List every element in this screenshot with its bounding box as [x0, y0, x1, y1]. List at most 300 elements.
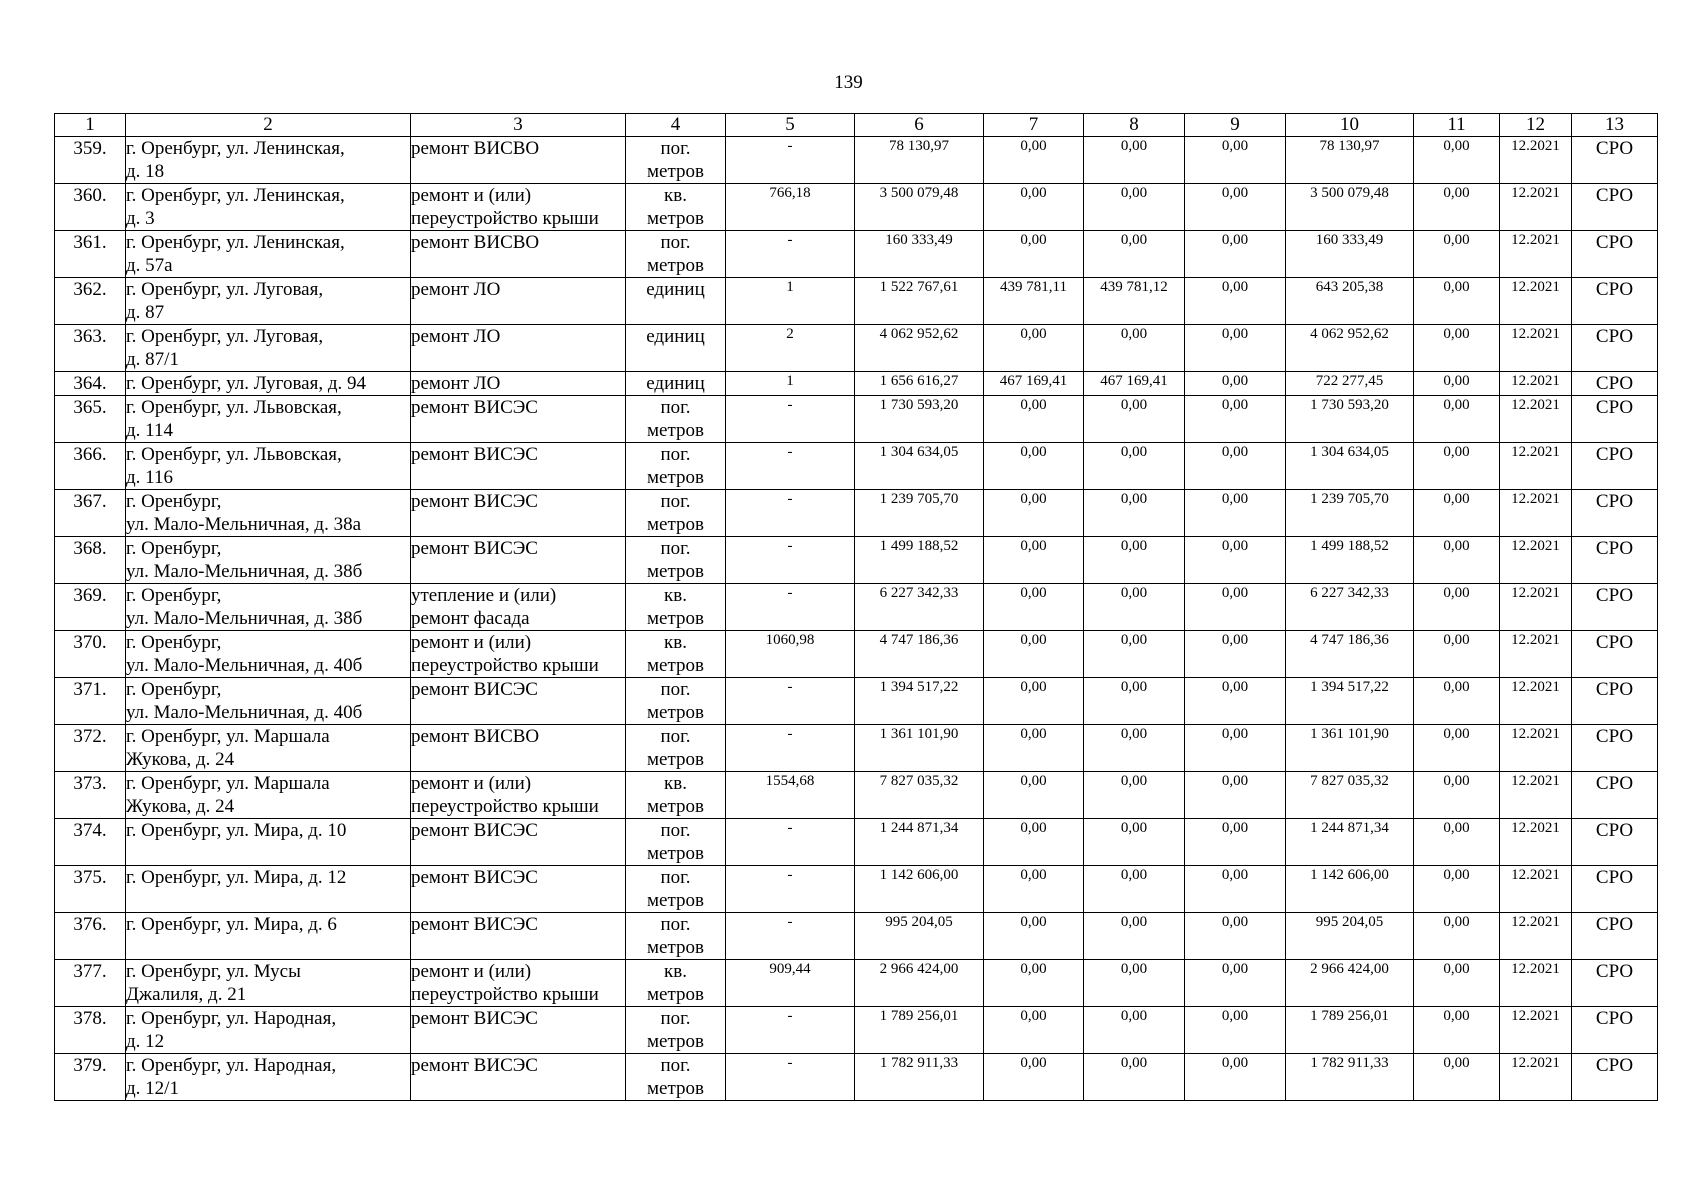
- address-cell: г. Оренбург, ул. Львовская, д. 114: [126, 396, 411, 443]
- cost-cell-col8: 0,00: [1084, 537, 1185, 584]
- cost-cell-col8: 0,00: [1084, 866, 1185, 913]
- row-number: 366.: [55, 443, 126, 490]
- cost-cell-col10: 722 277,45: [1286, 372, 1414, 396]
- cost-cell-col8: 0,00: [1084, 1007, 1185, 1054]
- executor-cell: СРО: [1572, 1007, 1658, 1054]
- completion-term-cell: 12.2021: [1500, 584, 1572, 631]
- total-cost-cell: 7 827 035,32: [855, 772, 984, 819]
- work-type-cell: ремонт ВИСВО: [411, 137, 626, 184]
- executor-cell: СРО: [1572, 490, 1658, 537]
- total-cost-cell: 1 782 911,33: [855, 1054, 984, 1101]
- unit-cell: кв. метров: [626, 584, 726, 631]
- table-row: [55, 325, 1658, 372]
- cost-cell-col8: 467 169,41: [1084, 372, 1185, 396]
- table-row: [55, 584, 1658, 631]
- cost-cell-col10: 1 244 871,34: [1286, 819, 1414, 866]
- cost-cell-col10: 7 827 035,32: [1286, 772, 1414, 819]
- row-number: 362.: [55, 278, 126, 325]
- cost-cell-col8: 0,00: [1084, 396, 1185, 443]
- cost-cell-col10: 1 782 911,33: [1286, 1054, 1414, 1101]
- cost-cell-col9: 0,00: [1185, 443, 1286, 490]
- cost-cell-col11: 0,00: [1414, 278, 1500, 325]
- quantity-cell: -: [726, 1054, 855, 1101]
- cost-cell-col9: 0,00: [1185, 866, 1286, 913]
- cost-cell-col11: 0,00: [1414, 396, 1500, 443]
- executor-cell: СРО: [1572, 819, 1658, 866]
- address-cell: г. Оренбург, ул. Мира, д. 10: [126, 819, 411, 866]
- address-cell: г. Оренбург, ул. Мусы Джалиля, д. 21: [126, 960, 411, 1007]
- column-header: 1: [55, 114, 126, 137]
- cost-cell-col9: 0,00: [1185, 960, 1286, 1007]
- table-row: [55, 725, 1658, 772]
- work-type-cell: ремонт ВИСЭС: [411, 490, 626, 537]
- cost-cell-col7: 0,00: [984, 537, 1084, 584]
- work-type-cell: ремонт ВИСЭС: [411, 819, 626, 866]
- cost-cell-col11: 0,00: [1414, 325, 1500, 372]
- table-row: [55, 631, 1658, 678]
- total-cost-cell: 1 789 256,01: [855, 1007, 984, 1054]
- table-row: [55, 396, 1658, 443]
- total-cost-cell: 1 730 593,20: [855, 396, 984, 443]
- total-cost-cell: 4 747 186,36: [855, 631, 984, 678]
- row-number: 375.: [55, 866, 126, 913]
- unit-cell: пог. метров: [626, 537, 726, 584]
- work-type-cell: ремонт ВИСВО: [411, 725, 626, 772]
- table-row: [55, 278, 1658, 325]
- cost-cell-col9: 0,00: [1185, 678, 1286, 725]
- executor-cell: СРО: [1572, 725, 1658, 772]
- cost-cell-col8: 0,00: [1084, 1054, 1185, 1101]
- total-cost-cell: 1 522 767,61: [855, 278, 984, 325]
- work-type-cell: ремонт ВИСЭС: [411, 1007, 626, 1054]
- cost-cell-col7: 0,00: [984, 490, 1084, 537]
- unit-cell: пог. метров: [626, 866, 726, 913]
- address-cell: г. Оренбург, ул. Мало-Мельничная, д. 38б: [126, 584, 411, 631]
- quantity-cell: 1: [726, 278, 855, 325]
- cost-cell-col8: 439 781,12: [1084, 278, 1185, 325]
- cost-cell-col9: 0,00: [1185, 372, 1286, 396]
- address-cell: г. Оренбург, ул. Маршала Жукова, д. 24: [126, 772, 411, 819]
- completion-term-cell: 12.2021: [1500, 396, 1572, 443]
- cost-cell-col10: 995 204,05: [1286, 913, 1414, 960]
- cost-cell-col11: 0,00: [1414, 678, 1500, 725]
- cost-cell-col10: 1 304 634,05: [1286, 443, 1414, 490]
- completion-term-cell: 12.2021: [1500, 960, 1572, 1007]
- table-row: [55, 372, 1658, 396]
- cost-cell-col8: 0,00: [1084, 960, 1185, 1007]
- page-number: 139: [834, 72, 863, 93]
- total-cost-cell: 995 204,05: [855, 913, 984, 960]
- column-header: 2: [126, 114, 411, 137]
- cost-cell-col9: 0,00: [1185, 231, 1286, 278]
- completion-term-cell: 12.2021: [1500, 372, 1572, 396]
- completion-term-cell: 12.2021: [1500, 631, 1572, 678]
- cost-cell-col10: 1 499 188,52: [1286, 537, 1414, 584]
- cost-cell-col9: 0,00: [1185, 1007, 1286, 1054]
- column-header: 6: [855, 114, 984, 137]
- row-number: 378.: [55, 1007, 126, 1054]
- address-cell: г. Оренбург, ул. Мало-Мельничная, д. 40б: [126, 678, 411, 725]
- work-type-cell: ремонт ВИСЭС: [411, 913, 626, 960]
- completion-term-cell: 12.2021: [1500, 184, 1572, 231]
- unit-cell: пог. метров: [626, 1007, 726, 1054]
- quantity-cell: -: [726, 1007, 855, 1054]
- total-cost-cell: 1 656 616,27: [855, 372, 984, 396]
- cost-cell-col11: 0,00: [1414, 866, 1500, 913]
- total-cost-cell: 1 244 871,34: [855, 819, 984, 866]
- unit-cell: кв. метров: [626, 960, 726, 1007]
- completion-term-cell: 12.2021: [1500, 325, 1572, 372]
- cost-cell-col7: 0,00: [984, 819, 1084, 866]
- address-cell: г. Оренбург, ул. Львовская, д. 116: [126, 443, 411, 490]
- executor-cell: СРО: [1572, 372, 1658, 396]
- total-cost-cell: 3 500 079,48: [855, 184, 984, 231]
- cost-cell-col11: 0,00: [1414, 490, 1500, 537]
- unit-cell: пог. метров: [626, 1054, 726, 1101]
- cost-cell-col7: 0,00: [984, 772, 1084, 819]
- column-header: 4: [626, 114, 726, 137]
- unit-cell: пог. метров: [626, 913, 726, 960]
- executor-cell: СРО: [1572, 278, 1658, 325]
- row-number: 367.: [55, 490, 126, 537]
- unit-cell: пог. метров: [626, 396, 726, 443]
- total-cost-cell: 1 304 634,05: [855, 443, 984, 490]
- quantity-cell: -: [726, 819, 855, 866]
- row-number: 369.: [55, 584, 126, 631]
- cost-cell-col9: 0,00: [1185, 537, 1286, 584]
- quantity-cell: 1060,98: [726, 631, 855, 678]
- completion-term-cell: 12.2021: [1500, 231, 1572, 278]
- cost-cell-col8: 0,00: [1084, 678, 1185, 725]
- cost-cell-col7: 0,00: [984, 443, 1084, 490]
- unit-cell: пог. метров: [626, 490, 726, 537]
- column-header: 13: [1572, 114, 1658, 137]
- completion-term-cell: 12.2021: [1500, 678, 1572, 725]
- cost-cell-col10: 1 789 256,01: [1286, 1007, 1414, 1054]
- column-header: 10: [1286, 114, 1414, 137]
- address-cell: г. Оренбург, ул. Ленинская, д. 3: [126, 184, 411, 231]
- cost-cell-col11: 0,00: [1414, 772, 1500, 819]
- work-type-cell: ремонт ЛО: [411, 325, 626, 372]
- quantity-cell: 2: [726, 325, 855, 372]
- executor-cell: СРО: [1572, 960, 1658, 1007]
- cost-cell-col8: 0,00: [1084, 443, 1185, 490]
- row-number: 370.: [55, 631, 126, 678]
- cost-cell-col7: 0,00: [984, 184, 1084, 231]
- cost-cell-col9: 0,00: [1185, 584, 1286, 631]
- work-type-cell: ремонт и (или) переустройство крыши: [411, 772, 626, 819]
- executor-cell: СРО: [1572, 231, 1658, 278]
- repair-schedule-table: [54, 113, 1658, 1101]
- cost-cell-col9: 0,00: [1185, 184, 1286, 231]
- cost-cell-col11: 0,00: [1414, 1007, 1500, 1054]
- column-header: 9: [1185, 114, 1286, 137]
- table-row: [55, 772, 1658, 819]
- unit-cell: пог. метров: [626, 678, 726, 725]
- cost-cell-col11: 0,00: [1414, 913, 1500, 960]
- cost-cell-col11: 0,00: [1414, 631, 1500, 678]
- cost-cell-col9: 0,00: [1185, 325, 1286, 372]
- cost-cell-col7: 0,00: [984, 913, 1084, 960]
- work-type-cell: ремонт ЛО: [411, 372, 626, 396]
- unit-cell: пог. метров: [626, 443, 726, 490]
- completion-term-cell: 12.2021: [1500, 537, 1572, 584]
- quantity-cell: -: [726, 443, 855, 490]
- total-cost-cell: 2 966 424,00: [855, 960, 984, 1007]
- cost-cell-col8: 0,00: [1084, 184, 1185, 231]
- total-cost-cell: 4 062 952,62: [855, 325, 984, 372]
- cost-cell-col7: 0,00: [984, 325, 1084, 372]
- table-row: [55, 231, 1658, 278]
- total-cost-cell: 1 499 188,52: [855, 537, 984, 584]
- cost-cell-col7: 0,00: [984, 396, 1084, 443]
- cost-cell-col9: 0,00: [1185, 772, 1286, 819]
- table-row: [55, 1054, 1658, 1101]
- row-number: 364.: [55, 372, 126, 396]
- row-number: 377.: [55, 960, 126, 1007]
- total-cost-cell: 160 333,49: [855, 231, 984, 278]
- row-number: 373.: [55, 772, 126, 819]
- table-row: [55, 184, 1658, 231]
- table-row: [55, 678, 1658, 725]
- cost-cell-col7: 0,00: [984, 137, 1084, 184]
- cost-cell-col8: 0,00: [1084, 725, 1185, 772]
- quantity-cell: 766,18: [726, 184, 855, 231]
- row-number: 365.: [55, 396, 126, 443]
- column-header: 3: [411, 114, 626, 137]
- cost-cell-col7: 467 169,41: [984, 372, 1084, 396]
- work-type-cell: ремонт и (или) переустройство крыши: [411, 184, 626, 231]
- quantity-cell: 1554,68: [726, 772, 855, 819]
- table-row: [55, 443, 1658, 490]
- table-row: [55, 490, 1658, 537]
- row-number: 360.: [55, 184, 126, 231]
- cost-cell-col9: 0,00: [1185, 396, 1286, 443]
- cost-cell-col9: 0,00: [1185, 913, 1286, 960]
- executor-cell: СРО: [1572, 772, 1658, 819]
- row-number: 368.: [55, 537, 126, 584]
- work-type-cell: ремонт ВИСЭС: [411, 678, 626, 725]
- column-header: 7: [984, 114, 1084, 137]
- executor-cell: СРО: [1572, 396, 1658, 443]
- total-cost-cell: 1 361 101,90: [855, 725, 984, 772]
- work-type-cell: ремонт ВИСЭС: [411, 866, 626, 913]
- address-cell: г. Оренбург, ул. Народная, д. 12: [126, 1007, 411, 1054]
- executor-cell: СРО: [1572, 866, 1658, 913]
- unit-cell: единиц: [626, 325, 726, 372]
- executor-cell: СРО: [1572, 678, 1658, 725]
- executor-cell: СРО: [1572, 137, 1658, 184]
- cost-cell-col8: 0,00: [1084, 631, 1185, 678]
- cost-cell-col11: 0,00: [1414, 443, 1500, 490]
- work-type-cell: ремонт ЛО: [411, 278, 626, 325]
- quantity-cell: -: [726, 490, 855, 537]
- cost-cell-col8: 0,00: [1084, 325, 1185, 372]
- row-number: 379.: [55, 1054, 126, 1101]
- cost-cell-col11: 0,00: [1414, 584, 1500, 631]
- unit-cell: пог. метров: [626, 819, 726, 866]
- address-cell: г. Оренбург, ул. Мало-Мельничная, д. 38а: [126, 490, 411, 537]
- address-cell: г. Оренбург, ул. Ленинская, д. 18: [126, 137, 411, 184]
- executor-cell: СРО: [1572, 537, 1658, 584]
- address-cell: г. Оренбург, ул. Мало-Мельничная, д. 38б: [126, 537, 411, 584]
- completion-term-cell: 12.2021: [1500, 1054, 1572, 1101]
- cost-cell-col10: 643 205,38: [1286, 278, 1414, 325]
- unit-cell: единиц: [626, 372, 726, 396]
- cost-cell-col10: 3 500 079,48: [1286, 184, 1414, 231]
- cost-cell-col9: 0,00: [1185, 819, 1286, 866]
- cost-cell-col10: 4 062 952,62: [1286, 325, 1414, 372]
- quantity-cell: -: [726, 137, 855, 184]
- completion-term-cell: 12.2021: [1500, 819, 1572, 866]
- quantity-cell: -: [726, 866, 855, 913]
- executor-cell: СРО: [1572, 631, 1658, 678]
- cost-cell-col9: 0,00: [1185, 631, 1286, 678]
- executor-cell: СРО: [1572, 584, 1658, 631]
- table-row: [55, 537, 1658, 584]
- quantity-cell: -: [726, 584, 855, 631]
- column-number-row: [55, 114, 1658, 137]
- completion-term-cell: 12.2021: [1500, 137, 1572, 184]
- cost-cell-col10: 2 966 424,00: [1286, 960, 1414, 1007]
- cost-cell-col9: 0,00: [1185, 1054, 1286, 1101]
- column-header: 12: [1500, 114, 1572, 137]
- quantity-cell: -: [726, 537, 855, 584]
- quantity-cell: -: [726, 231, 855, 278]
- cost-cell-col11: 0,00: [1414, 372, 1500, 396]
- executor-cell: СРО: [1572, 325, 1658, 372]
- total-cost-cell: 1 142 606,00: [855, 866, 984, 913]
- total-cost-cell: 6 227 342,33: [855, 584, 984, 631]
- column-header: 5: [726, 114, 855, 137]
- work-type-cell: утепление и (или) ремонт фасада: [411, 584, 626, 631]
- cost-cell-col10: 4 747 186,36: [1286, 631, 1414, 678]
- cost-cell-col8: 0,00: [1084, 913, 1185, 960]
- unit-cell: кв. метров: [626, 184, 726, 231]
- unit-cell: пог. метров: [626, 137, 726, 184]
- work-type-cell: ремонт ВИСВО: [411, 231, 626, 278]
- cost-cell-col8: 0,00: [1084, 819, 1185, 866]
- table-row: [55, 960, 1658, 1007]
- unit-cell: единиц: [626, 278, 726, 325]
- total-cost-cell: 1 239 705,70: [855, 490, 984, 537]
- column-header: 11: [1414, 114, 1500, 137]
- cost-cell-col7: 0,00: [984, 1007, 1084, 1054]
- cost-cell-col7: 0,00: [984, 1054, 1084, 1101]
- cost-cell-col9: 0,00: [1185, 278, 1286, 325]
- address-cell: г. Оренбург, ул. Мира, д. 6: [126, 913, 411, 960]
- table-row: [55, 1007, 1658, 1054]
- address-cell: г. Оренбург, ул. Ленинская, д. 57а: [126, 231, 411, 278]
- row-number: 376.: [55, 913, 126, 960]
- unit-cell: пог. метров: [626, 725, 726, 772]
- work-type-cell: ремонт ВИСЭС: [411, 396, 626, 443]
- address-cell: г. Оренбург, ул. Мало-Мельничная, д. 40б: [126, 631, 411, 678]
- cost-cell-col7: 0,00: [984, 231, 1084, 278]
- cost-cell-col8: 0,00: [1084, 490, 1185, 537]
- work-type-cell: ремонт и (или) переустройство крыши: [411, 631, 626, 678]
- quantity-cell: 1: [726, 372, 855, 396]
- cost-cell-col11: 0,00: [1414, 1054, 1500, 1101]
- work-type-cell: ремонт и (или) переустройство крыши: [411, 960, 626, 1007]
- cost-cell-col10: 78 130,97: [1286, 137, 1414, 184]
- cost-cell-col7: 0,00: [984, 960, 1084, 1007]
- quantity-cell: -: [726, 396, 855, 443]
- cost-cell-col7: 0,00: [984, 584, 1084, 631]
- cost-cell-col9: 0,00: [1185, 490, 1286, 537]
- unit-cell: пог. метров: [626, 231, 726, 278]
- cost-cell-col7: 0,00: [984, 678, 1084, 725]
- row-number: 371.: [55, 678, 126, 725]
- executor-cell: СРО: [1572, 443, 1658, 490]
- total-cost-cell: 78 130,97: [855, 137, 984, 184]
- cost-cell-col10: 1 142 606,00: [1286, 866, 1414, 913]
- cost-cell-col7: 0,00: [984, 866, 1084, 913]
- address-cell: г. Оренбург, ул. Луговая, д. 87: [126, 278, 411, 325]
- address-cell: г. Оренбург, ул. Народная, д. 12/1: [126, 1054, 411, 1101]
- row-number: 361.: [55, 231, 126, 278]
- cost-cell-col9: 0,00: [1185, 725, 1286, 772]
- work-type-cell: ремонт ВИСЭС: [411, 443, 626, 490]
- cost-cell-col9: 0,00: [1185, 137, 1286, 184]
- completion-term-cell: 12.2021: [1500, 725, 1572, 772]
- cost-cell-col11: 0,00: [1414, 960, 1500, 1007]
- cost-cell-col11: 0,00: [1414, 137, 1500, 184]
- cost-cell-col11: 0,00: [1414, 537, 1500, 584]
- completion-term-cell: 12.2021: [1500, 913, 1572, 960]
- cost-cell-col10: 1 394 517,22: [1286, 678, 1414, 725]
- cost-cell-col8: 0,00: [1084, 231, 1185, 278]
- quantity-cell: -: [726, 913, 855, 960]
- cost-cell-col7: 0,00: [984, 631, 1084, 678]
- completion-term-cell: 12.2021: [1500, 772, 1572, 819]
- row-number: 359.: [55, 137, 126, 184]
- completion-term-cell: 12.2021: [1500, 490, 1572, 537]
- address-cell: г. Оренбург, ул. Луговая, д. 94: [126, 372, 411, 396]
- cost-cell-col8: 0,00: [1084, 137, 1185, 184]
- completion-term-cell: 12.2021: [1500, 1007, 1572, 1054]
- executor-cell: СРО: [1572, 1054, 1658, 1101]
- column-header: 8: [1084, 114, 1185, 137]
- quantity-cell: -: [726, 725, 855, 772]
- cost-cell-col11: 0,00: [1414, 184, 1500, 231]
- cost-cell-col8: 0,00: [1084, 772, 1185, 819]
- work-type-cell: ремонт ВИСЭС: [411, 1054, 626, 1101]
- table-row: [55, 819, 1658, 866]
- completion-term-cell: 12.2021: [1500, 278, 1572, 325]
- unit-cell: кв. метров: [626, 772, 726, 819]
- cost-cell-col11: 0,00: [1414, 725, 1500, 772]
- cost-cell-col7: 0,00: [984, 725, 1084, 772]
- address-cell: г. Оренбург, ул. Маршала Жукова, д. 24: [126, 725, 411, 772]
- address-cell: г. Оренбург, ул. Мира, д. 12: [126, 866, 411, 913]
- row-number: 363.: [55, 325, 126, 372]
- table-row: [55, 866, 1658, 913]
- cost-cell-col10: 160 333,49: [1286, 231, 1414, 278]
- completion-term-cell: 12.2021: [1500, 866, 1572, 913]
- row-number: 372.: [55, 725, 126, 772]
- cost-cell-col10: 1 239 705,70: [1286, 490, 1414, 537]
- executor-cell: СРО: [1572, 913, 1658, 960]
- total-cost-cell: 1 394 517,22: [855, 678, 984, 725]
- table-row: [55, 913, 1658, 960]
- completion-term-cell: 12.2021: [1500, 443, 1572, 490]
- table-row: [55, 137, 1658, 184]
- row-number: 374.: [55, 819, 126, 866]
- cost-cell-col7: 439 781,11: [984, 278, 1084, 325]
- cost-cell-col8: 0,00: [1084, 584, 1185, 631]
- address-cell: г. Оренбург, ул. Луговая, д. 87/1: [126, 325, 411, 372]
